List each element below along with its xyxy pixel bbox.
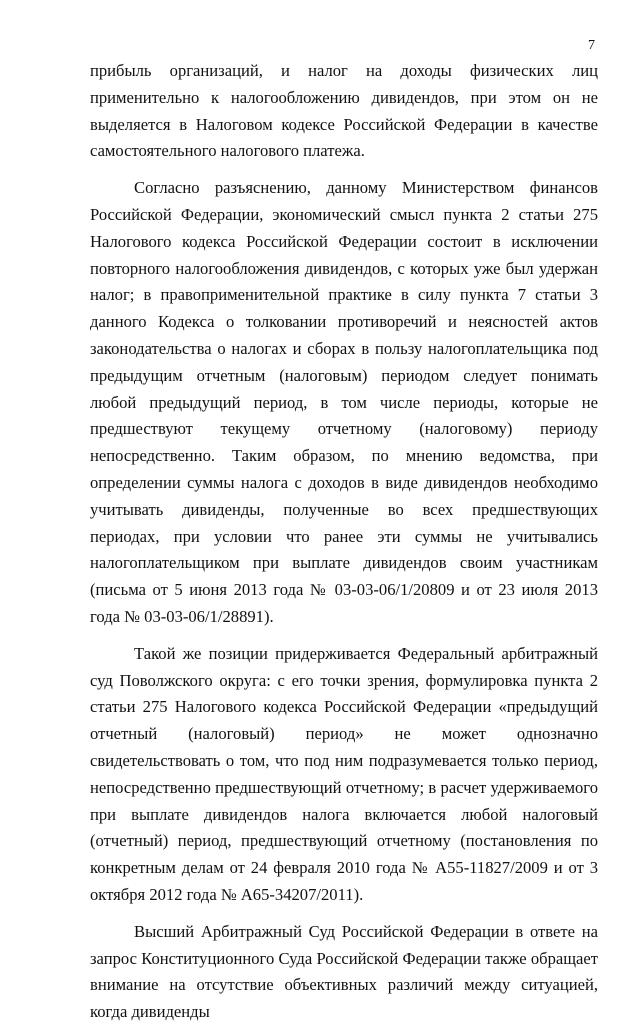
paragraph-2: Согласно разъяснению, данному Министерством финансов Российской Федерации, экономический смысл пункта 2 статьи 275 Налогового кодекса Российской Федерации состоит в исключении повторного налогообложения дивидендов, с которых уже был удержан налог; в правоприменительной практике в силу пункта 7 статьи 3 данного Кодекса о толковании противоречий и неясностей актов законодательства о налогах и сборах в пользу налогоплательщика под предыдущим отчетным (налоговым) периодом следует понимать любой предыдущий период, в том числе периоды, которые не предшествуют текущему отчетному (налоговому) периоду непосредственно. Таким образом, по мнению ведомства, при определении суммы налога с доходов в виде дивидендов необходимо учитывать дивиденды, полученные во всех предшествующих периодах, при условии что ранее эти суммы не учитывались налогоплательщиком при выплате дивидендов своим участникам (письма от 5 июня 2013 года № 03-03-06/1/20809 и от 23 июля 2013 года № 03-03-06/1/28891). [90,178,598,626]
page-number: 7 [588,38,595,53]
paragraph-3: Такой же позиции придерживается Федеральный арбитражный суд Поволжского округа: с его точки зрения, формулировка пункта 2 статьи 275 Налогового кодекса Российской Федерации «предыдущий отчетный (налоговый) период» не может однозначно свидетельствовать о том, что под ним подразумевается только период, непосредственно предшествующий отчетному; в расчет удерживаемого при выплате дивидендов налога включается любой налоговый (отчетный) период, предшествующий отчетному (постановления по конкретным делам от 24 февраля 2010 года № А55-11827/2009 и от 3 октября 2012 года № А65-34207/2011). [90,643,598,904]
paragraph-4: Высший Арбитражный Суд Российской Федерации в ответе на запрос Конституционного Суда Российской Федерации также обращает внимание на отсутствие объективных различий между ситуацией, когда дивиденды [90,921,598,1022]
paragraph-1: прибыль организаций, и налог на доходы физических лиц применительно к налогообложению дивидендов, при этом он не выделяется в Налоговом кодексе Российской Федерации в качестве самостоятельного налогового платежа. [90,61,598,161]
document-body [90,58,598,1034]
